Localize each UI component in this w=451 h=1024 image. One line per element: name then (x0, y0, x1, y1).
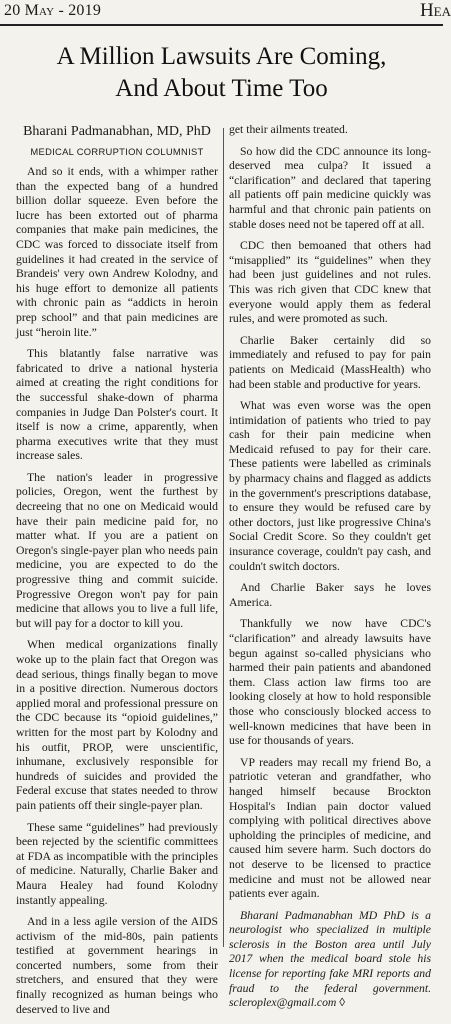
paragraph: The nation's leader in progressive policies, Oregon, went the furthest by decreeing that no one on Medicaid would have their pain medicine paid for, no matter what. If you are a patient on Oregon's single-payer plan who needs pain medicine, you are expected to do the progressive thing and commit suicide. Progressive Oregon won't pay for pain medicine that allows you to live a full life, but will pay for a doctor to kill you. (16, 470, 218, 630)
paragraph: VP readers may recall my friend Bo, a patriotic veteran and grandfather, who hanged himself because Brockton Hospital's Indian pain doctor valued complying with political directives above upholding the principles of medicine, and caused him severe harm. Such doctors do not deserve to be licensed to practice medicine and must not be allowed near patients ever again. (229, 755, 431, 901)
author-bio: Bharani Padmanabhan MD PhD is a neurologist who specialized in multiple sclerosis in the Boston area until July 2017 when the medical board stole his license for reporting fake MRI reports and fraud to the federal government. scleroplex@gmail.com ◊ (229, 908, 431, 1010)
article-column-right (229, 123, 431, 1018)
section-title-fragment: Hea (419, 0, 451, 21)
article-column-left (16, 124, 218, 1024)
paragraph: Thankfully we now have CDC's “clarification” and already lawsuits have begun against so-called physicians who harmed their pain patients and abandoned them. Class action law firms too are looking closely at how to hold responsible those who consciously blocked access to well-known medicines that have been in use for thousands of years. (229, 617, 431, 748)
paragraph: These same “guidelines” had previously been rejected by the scientific committees at FDA as incompatible with the principles of medicine. Naturally, Charlie Baker and Maura Healey had found Kolodny instantly appealing. (16, 820, 218, 907)
paragraph: This blatantly false narrative was fabricated to drive a national hysteria aimed at creating the right conditions for the successful shake-down of pharma companies in Judge Dan Polster's court. It itself is now a crime, apparently, when pharma executives write that they must increase sales. (16, 347, 218, 463)
article-headline (0, 41, 443, 105)
headline-line-1: A Million Lawsuits Are Coming, (56, 43, 387, 70)
column-divider (223, 128, 224, 947)
paragraph: And in a less agile version of the AIDS activism of the mid-80s, pain patients testified at government hearings in concerted numbers, some from their stretchers, and ensured that they were finally recognized as human beings who deserved to live and (16, 915, 218, 1016)
paragraph: What was even worse was the open intimidation of patients who tried to pay cash for their pain medicine when Medicaid refused to pay for their care. These patients were labelled as criminals by pharmacy chains and flagged as addicts in the government's prescriptions database, to ensure they would be refused care by other doctors, just like progressive China's Social Credit Score. So they couldn't get insurance coverage, couldn't pay cash, and couldn't switch doctors. (229, 399, 431, 573)
paragraph: When medical organizations finally woke up to the plain fact that Oregon was dead serious, things finally began to move in a positive direction. Numerous doctors applied moral and professional pressure on the CDC because its “opioid guidelines,” written for the most part by Kolodny and his outfit, PROP, were unscientific, inhumane, exclusively responsible for hundreds of suicides and provided the Federal excuse that states needed to throw pain patients off their single-payer plan. (16, 638, 218, 812)
paragraph: So how did the CDC announce its long-deserved mea culpa? It issued a “clarification” and declared that tapering all patients off pain medicine quickly was harmful and that chronic pain patients on stable doses need not be tapered off at all. (229, 144, 431, 231)
page-header (0, 0, 451, 24)
author-role: MEDICAL CORRUPTION COLUMNIST (30, 146, 204, 157)
paragraph: CDC then bemoaned that others had “misapplied” its “guidelines” when they had been just guidelines and not rules. This was rich given that CDC knew that everyone would apply them as federal rules, and were promoted as such. (229, 239, 431, 326)
header-rule (0, 24, 443, 26)
paragraph: And so it ends, with a whimper rather than the expected bang of a hundred billion dollar squeeze. Even before the lucre has been extorted out of pharma companies that make pain medicines, the CDC was forced to dissociate itself from guidelines it had created in the service of Brandeis' very own Andrew Kolodny, and his huge effort to demonize all patients with chronic pain as “addicts in heroin prep school” and that pain medicines are just “heroin lite.” (16, 165, 218, 339)
page-number-date: 20 May - 2019 (4, 2, 102, 19)
author-byline: Bharani Padmanabhan, MD, PhD (23, 124, 211, 139)
paragraph-continuation: get their ailments treated. (229, 123, 348, 136)
headline-line-2: And About Time Too (115, 75, 328, 102)
paragraph: And Charlie Baker says he loves America. (229, 581, 431, 609)
paragraph: Charlie Baker certainly did so immediately and refused to pay for pain patients on Medicaid (MassHealth) who had been stable and productive for years. (229, 333, 431, 391)
